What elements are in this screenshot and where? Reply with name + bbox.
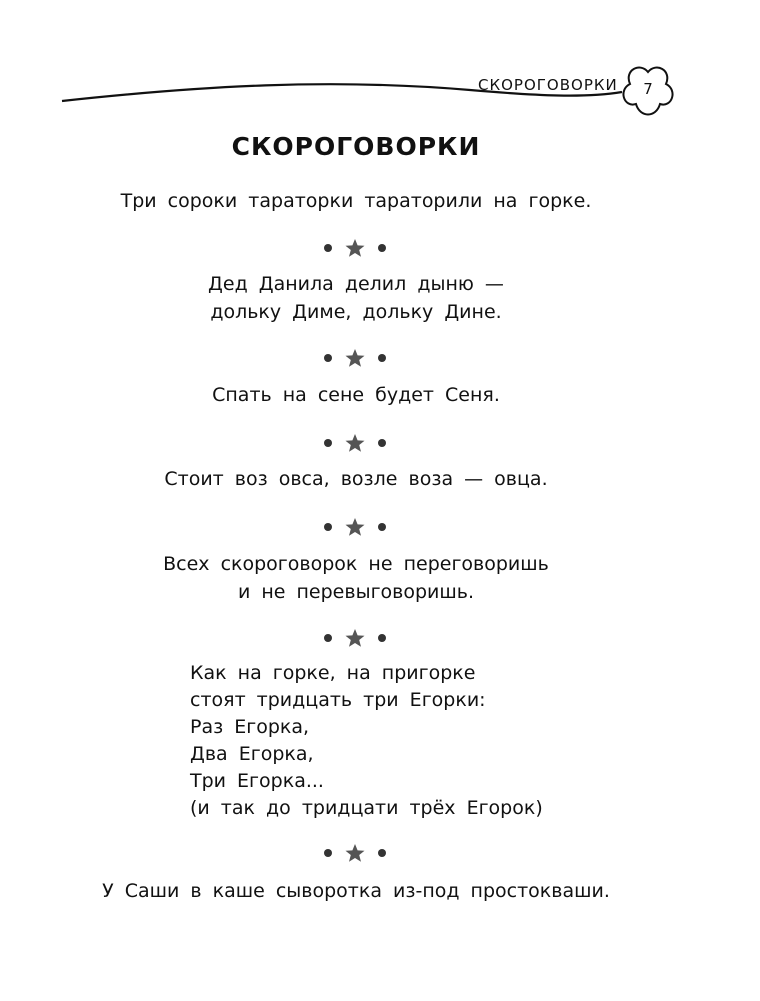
tongue-twister <box>0 381 712 409</box>
dot-star-dot-divider-icon <box>320 517 390 537</box>
verse-line: Раз Егорка, <box>190 716 310 738</box>
verse-line: Спать на сене будет Сеня. <box>212 384 500 406</box>
dot-star-dot-divider-icon <box>320 628 390 648</box>
verse-line: и не перевыговоришь. <box>237 581 475 603</box>
running-header-title: СКОРОГОВОРКИ <box>478 76 618 94</box>
dot-star-dot-divider-icon <box>320 238 390 258</box>
tongue-twister <box>0 187 712 215</box>
verse-line: Дед Данила делил дыню — <box>208 273 504 295</box>
verse-line: Всех скороговорок не переговоришь <box>163 553 549 575</box>
page-number: 7 <box>643 80 653 98</box>
tongue-twister <box>0 465 712 493</box>
verse-line: Три сороки тараторки тараторили на горке. <box>120 190 592 212</box>
verse-line: стоят тридцать три Егорки: <box>190 689 486 711</box>
verse-line: Два Егорка, <box>190 743 314 765</box>
verse-line: Три Егорка... <box>190 770 324 792</box>
dot-star-dot-divider-icon <box>320 348 390 368</box>
dot-star-dot-divider-icon <box>320 843 390 863</box>
verse-line: Стоит воз овса, возле воза — овца. <box>164 468 548 490</box>
tongue-twister <box>0 550 712 606</box>
verse-line: дольку Диме, дольку Дине. <box>210 301 502 323</box>
tongue-twister <box>0 270 712 326</box>
page-title: СКОРОГОВОРКИ <box>231 132 481 161</box>
tongue-twister <box>190 660 543 822</box>
verse-line: У Саши в каше сыворотка из-под простокваши. <box>102 880 610 902</box>
tongue-twister <box>0 877 712 905</box>
header-wave-line <box>0 0 760 140</box>
verse-line: Как на горке, на пригорке <box>190 662 476 684</box>
verse-line: (и так до тридцати трёх Егорок) <box>190 797 543 819</box>
dot-star-dot-divider-icon <box>320 433 390 453</box>
